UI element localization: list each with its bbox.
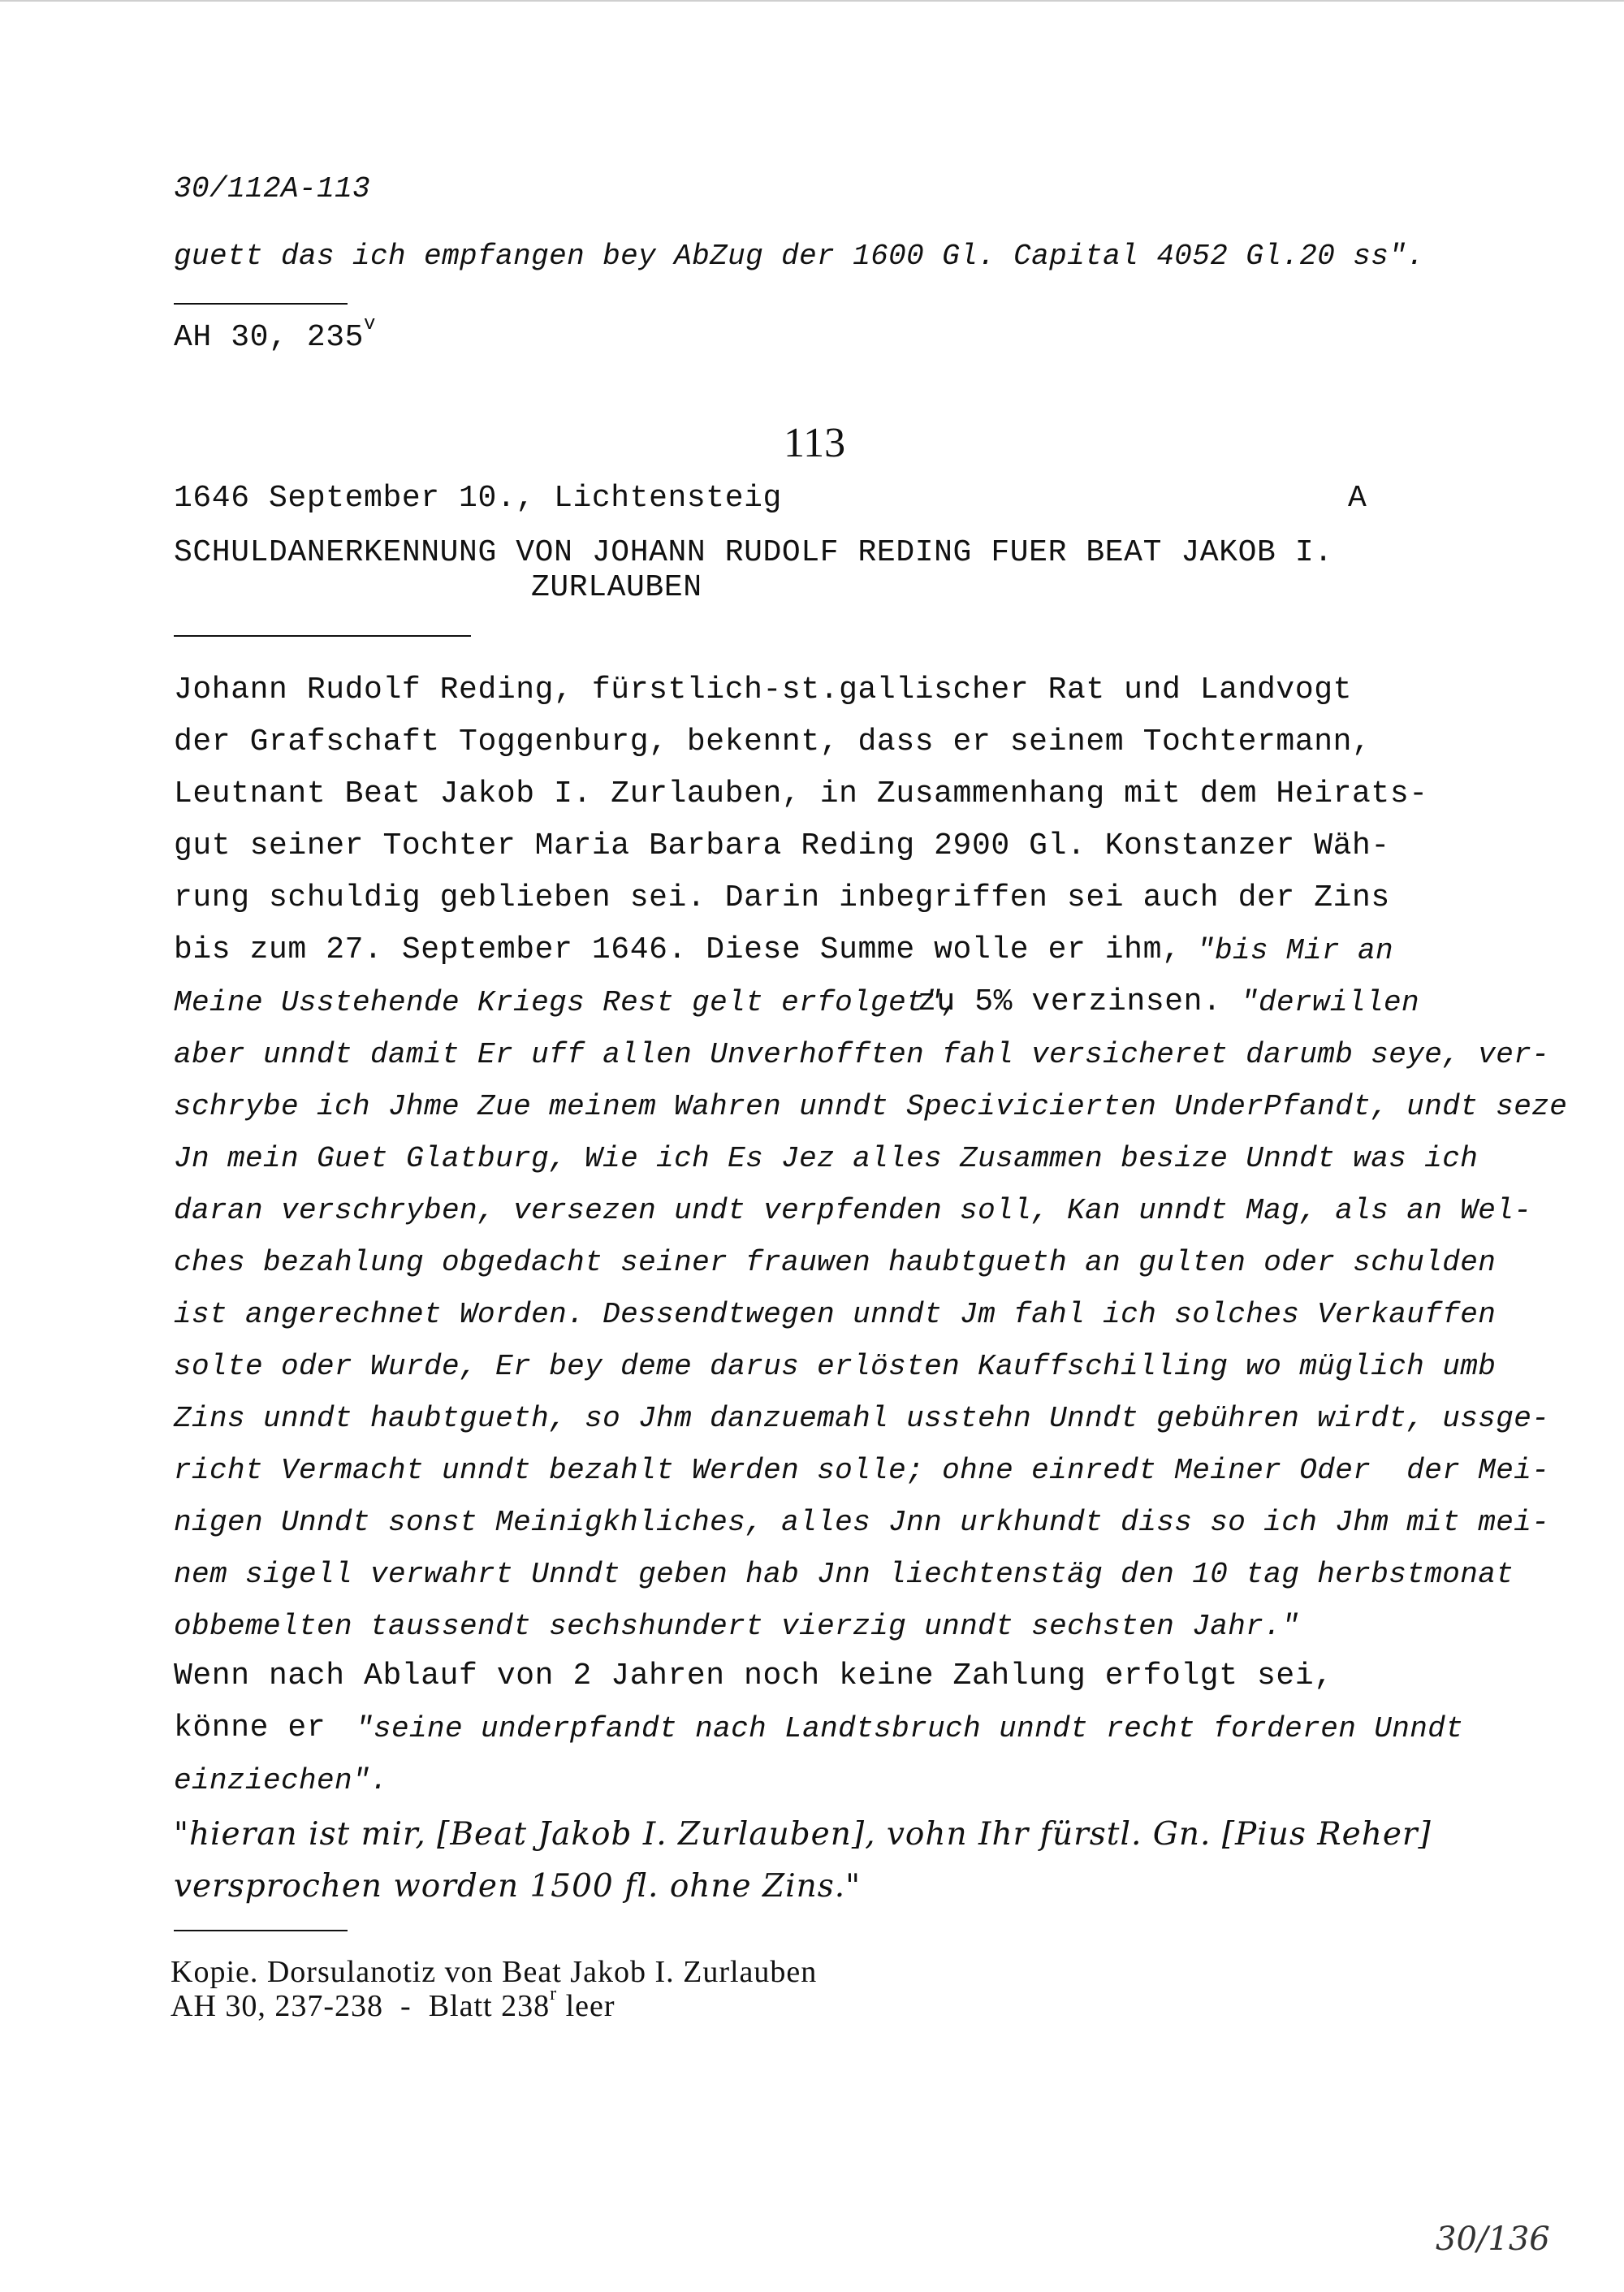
- quote-line: Jn mein Guet Glatburg, Wie ich Es Jez alles Zusammen besize Unndt was ich: [174, 1142, 1479, 1175]
- header-rule: [174, 303, 348, 305]
- quote-line: nem sigell verwahrt Unndt geben hab Jnn liechtenstäg den 10 tag herbstmonat: [174, 1558, 1514, 1591]
- entry-letter: A: [1348, 481, 1367, 516]
- quote-line: solte oder Wurde, Er bey deme darus erlösten Kauffschilling wo müglich umb: [174, 1350, 1497, 1383]
- entry-number: 113: [784, 420, 846, 466]
- entry-title-line2: ZURLAUBEN: [531, 570, 702, 605]
- quote-fragment: einziechen".: [174, 1764, 389, 1797]
- quote-line: aber unndt damit Er uff allen Unverhofften fahl versicheret darumb seye, ver-: [174, 1038, 1550, 1071]
- body-line: der Grafschaft Toggenburg, bekennt, dass er seinem Tochtermann,: [174, 724, 1371, 759]
- quote-line: ist angerechnet Worden. Dessendtwegen unndt Jm fahl ich solches Verkauffen: [174, 1298, 1497, 1331]
- entry-title-line1: SCHULDANERKENNUNG VON JOHANN RUDOLF REDING FUER BEAT JAKOB I.: [174, 535, 1333, 570]
- footnote-line1: Kopie. Dorsulanotiz von Beat Jakob I. Zurlauben: [171, 1955, 818, 1989]
- footnote-sup: r: [550, 1983, 558, 2004]
- quote-fragment: "bis Mir an: [1197, 934, 1394, 967]
- footnote-ref: AH 30, 237-238 - Blatt 238: [171, 1989, 551, 2023]
- header-source: [174, 314, 377, 355]
- document-reference: 30/112A-113: [174, 172, 371, 205]
- title-rule: [174, 635, 471, 637]
- body-line: Wenn nach Ablauf von 2 Jahren noch keine Zahlung erfolgt sei,: [174, 1658, 1333, 1693]
- header-source-text: AH 30, 235: [174, 320, 365, 355]
- entry-date-place: 1646 September 10., Lichtensteig: [174, 481, 782, 516]
- body-line: rung schuldig geblieben sei. Darin inbegriffen sei auch der Zins: [174, 880, 1390, 915]
- footnote-ref-tail: leer: [557, 1989, 615, 2023]
- quote-line: Zins unndt haubtgueth, so Jhm danzuemahl usstehn Unndt gebühren wirdt, ussge-: [174, 1402, 1550, 1435]
- continued-quote: guett das ich empfangen bey AbZug der 1600 Gl. Capital 4052 Gl.20 ss".: [174, 240, 1425, 273]
- body-line: Johann Rudolf Reding, fürstlich-st.gallischer Rat und Landvogt: [174, 672, 1353, 707]
- body-line: Leutnant Beat Jakob I. Zurlauben, in Zusammenhang mit dem Heirats-: [174, 776, 1428, 811]
- quote-fragment: Meine Usstehende Kriegs Rest gelt erfolget",: [174, 986, 961, 1019]
- quote-line: schrybe ich Jhme Zue meinem Wahren unndt Specivicierten UnderPfandt, undt seze: [174, 1090, 1568, 1123]
- body-line: gut seiner Tochter Maria Barbara Reding 2900 Gl. Konstanzer Wäh-: [174, 828, 1390, 863]
- quote-line: nigen Unndt sonst Meinigkhliches, alles Jnn urkhundt diss so ich Jhm mit mei-: [174, 1506, 1550, 1539]
- body-fragment: zu 5% verzinsen.: [918, 984, 1222, 1019]
- handwritten-note-line: versprochen worden 1500 fl. ohne Zins.": [174, 1868, 862, 1905]
- header-source-sup: v: [364, 314, 377, 335]
- body-line: bis zum 27. September 1646. Diese Summe wolle er ihm,: [174, 932, 1181, 967]
- body-fragment: könne er: [174, 1710, 326, 1745]
- quote-line: obbemelten taussendt sechshundert vierzig unndt sechsten Jahr.": [174, 1610, 1300, 1643]
- footnote-line2: [171, 1983, 615, 2024]
- handwritten-note-line: "hieran ist mir, [Beat Jakob I. Zurlauben], vohn Ihr fürstl. Gn. [Pius Reher]: [174, 1816, 1432, 1853]
- footnote-rule: [174, 1930, 348, 1931]
- quote-fragment: "derwillen: [1241, 986, 1420, 1019]
- quote-fragment: "seine underpfandt nach Landtsbruch unndt recht forderen Unndt: [356, 1712, 1464, 1745]
- page-reference: 30/136: [1436, 2221, 1550, 2258]
- quote-line: richt Vermacht unndt bezahlt Werden solle; ohne einredt Meiner Oder der Mei-: [174, 1454, 1550, 1487]
- quote-line: ches bezahlung obgedacht seiner frauwen haubtgueth an gulten oder schulden: [174, 1246, 1497, 1279]
- quote-line: daran verschryben, versezen undt verpfenden soll, Kan unndt Mag, als an Wel-: [174, 1194, 1532, 1227]
